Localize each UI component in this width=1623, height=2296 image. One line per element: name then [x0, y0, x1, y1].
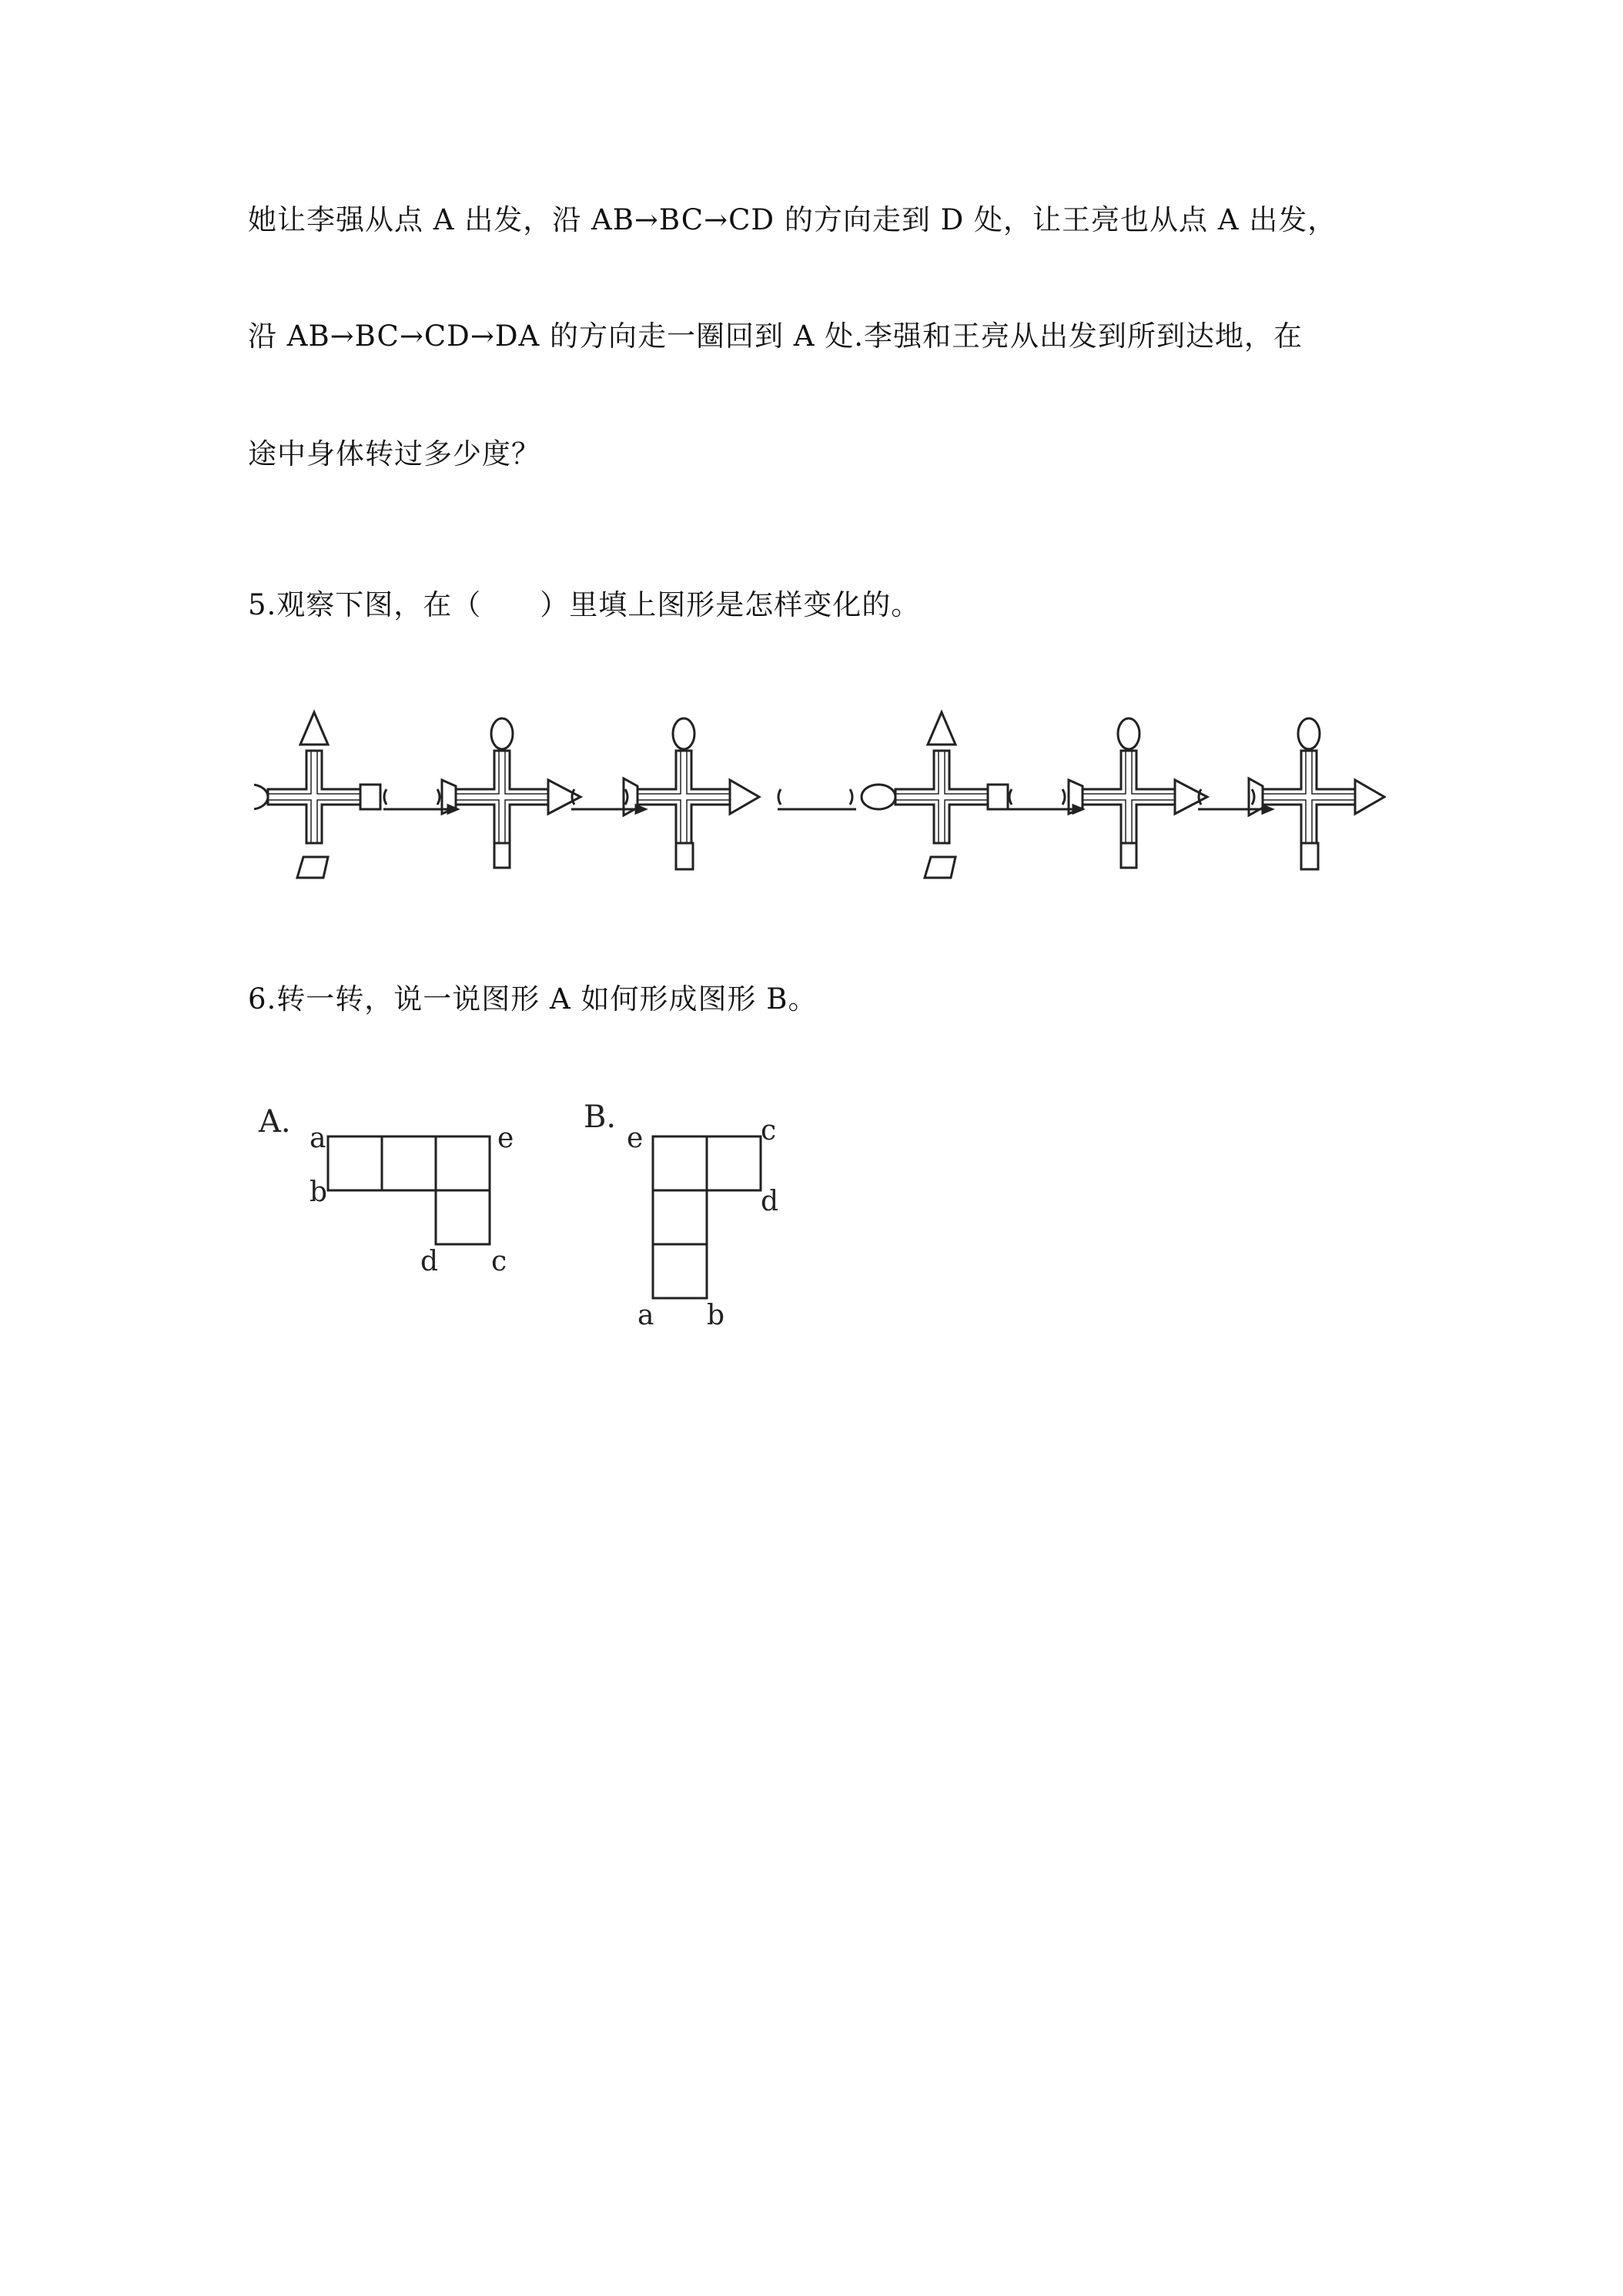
figure-b	[584, 1099, 778, 1331]
point-e: e	[497, 1123, 514, 1154]
point-a: a	[310, 1123, 326, 1154]
problem4-line-2: 沿 AB→BC→CD→DA 的方向走一圈回到 A 处.李强和王亮从出发到所到达地，在	[248, 320, 1303, 353]
figure-4	[862, 712, 1008, 878]
figure-a-label: A.	[259, 1104, 291, 1140]
figure-5	[1069, 718, 1207, 868]
blank-arrow-4	[1009, 789, 1083, 813]
point-e: e	[627, 1123, 644, 1154]
point-d: d	[420, 1246, 439, 1277]
problem4-line-1: 她让李强从点 A 出发，沿 AB→BC→CD 的方向走到 D 处，让王亮也从点 A 出发，	[248, 203, 1337, 236]
figure-6	[1249, 718, 1384, 869]
question-5-text: 5.观察下图，在（ ）里填上图形是怎样变化的。	[248, 588, 921, 621]
figure-2	[442, 718, 581, 868]
blank-3	[778, 789, 856, 809]
figure-b-label: B.	[584, 1099, 617, 1135]
figure-3	[624, 718, 759, 869]
point-b: b	[707, 1300, 725, 1331]
grid-rotation-figure	[248, 1078, 802, 1340]
problem4-line-3: 途中身体转过多少度？	[248, 437, 540, 470]
rotation-sequence-figure	[254, 693, 1386, 901]
figure-1	[254, 712, 380, 878]
point-d: d	[761, 1186, 779, 1217]
point-c: c	[491, 1246, 507, 1277]
figure-a	[258, 1104, 514, 1277]
blank-arrow-1	[383, 789, 457, 813]
point-c: c	[761, 1115, 777, 1146]
question-6-text: 6.转一转，说一说图形 A 如何形成图形 B。	[248, 982, 818, 1016]
point-b: b	[310, 1176, 328, 1208]
point-a: a	[637, 1300, 654, 1331]
